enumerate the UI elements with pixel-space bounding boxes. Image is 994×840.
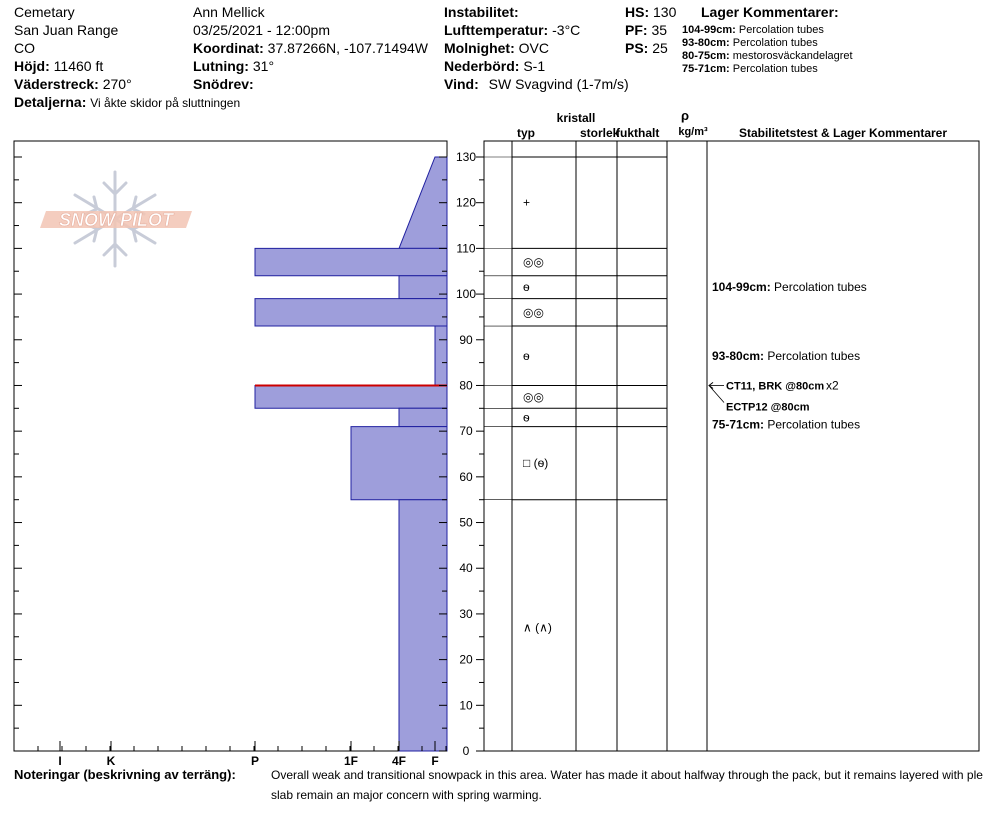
height-label-40: 40: [459, 561, 473, 576]
grain-symbol-5: ѳ: [523, 348, 530, 363]
stability-comment-text: Percolation tubes: [774, 280, 867, 295]
grain-symbol-6: ◎◎: [523, 389, 544, 404]
height-axis-labels: [456, 150, 476, 758]
stability-comment-text: Percolation tubes: [767, 348, 861, 363]
hardness-layer-6: [255, 385, 447, 408]
stability-comment-2: [712, 349, 860, 363]
elevation-value: 11460 ft: [53, 58, 104, 74]
size-header: storlek: [580, 126, 620, 140]
hardness-axis: [14, 741, 446, 768]
air-temperature-value: -3°C: [552, 22, 581, 38]
layer-comment-2-range: 93-80cm:: [682, 37, 730, 49]
height-label-30: 30: [459, 606, 473, 621]
grain-symbol-1: +: [523, 195, 531, 210]
stability-comment-range: 75-71cm:: [712, 417, 768, 432]
coordinates-value: 37.87266N, -107.71494W: [267, 40, 428, 56]
grain-symbol-9: ∧ (∧): [523, 620, 552, 635]
density-frame: [667, 141, 707, 751]
stability-test-pointer-2: [709, 385, 724, 402]
ski-penetration-value: 25: [652, 40, 668, 56]
snowpilot-logo: [40, 210, 192, 230]
hardness-layer-9: [399, 500, 447, 751]
hardness-layer-4: [255, 299, 447, 326]
height-label-60: 60: [459, 469, 473, 484]
type-header: typ: [517, 126, 535, 140]
height-label-10: 10: [459, 698, 473, 713]
height-label-110: 110: [456, 241, 476, 256]
height-label-80: 80: [459, 378, 473, 393]
slope-label: Lutning:: [193, 58, 249, 74]
stability-comment-range: 93-80cm:: [712, 348, 768, 363]
moisture-header: fukthalt: [616, 126, 660, 140]
height-label-70: 70: [459, 424, 473, 439]
stability-header: Stabilitetstest & Lager Kommentarer: [738, 126, 948, 140]
stability-comment-3: [712, 417, 860, 431]
grain-symbol-8: □ (ѳ): [523, 456, 549, 471]
sky-cover-label: Molnighet:: [444, 40, 515, 56]
layer-comment-2-text: Percolation tubes: [732, 37, 818, 49]
hardness-layer-7: [399, 408, 447, 426]
height-label-50: 50: [459, 515, 473, 530]
hardness-layer-5: [435, 326, 447, 385]
sky-cover-value: OVC: [518, 40, 549, 56]
aspect-label: Väderstreck:: [14, 76, 99, 92]
snow-height-value: 130: [653, 4, 677, 20]
ski-penetration-label: PS:: [625, 40, 649, 56]
stability-test-1: CT11, BRK @80cm: [726, 380, 825, 393]
foot-penetration-label: PF:: [625, 22, 648, 38]
instability-label: Instabilitet:: [444, 4, 519, 20]
layer-comment-1-range: 104-99cm:: [682, 24, 736, 36]
layer-comment-1-text: Percolation tubes: [738, 24, 824, 36]
stability-comment-1: [712, 280, 867, 294]
hardness-label-1F: 1F: [343, 754, 359, 768]
height-label-20: 20: [459, 652, 473, 667]
layer-comment-3-range: 80-75cm:: [682, 50, 730, 62]
layer-comment-4-range: 75-71cm:: [682, 63, 730, 75]
height-label-100: 100: [455, 287, 477, 302]
location-name: Cemetary: [14, 4, 75, 20]
hardness-label-I: I: [58, 754, 62, 768]
grain-symbol-2: ◎◎: [523, 255, 544, 270]
hardness-layer-2: [255, 248, 447, 275]
elevation-label: Höjd:: [14, 58, 50, 74]
stability-frame: [707, 141, 979, 751]
height-label-90: 90: [459, 332, 473, 347]
stability-comment-range: 104-99cm:: [712, 280, 775, 295]
hardness-label-4F: 4F: [391, 754, 407, 768]
grain-symbols: [523, 196, 552, 635]
hardness-label-K: K: [106, 754, 116, 768]
height-label-120: 120: [455, 195, 477, 210]
foot-penetration-value: 35: [651, 22, 668, 38]
layer-comment-4-text: Percolation tubes: [732, 63, 818, 75]
wind-label: Vind:: [444, 76, 479, 92]
hardness-label-P: P: [250, 754, 260, 768]
hardness-layer-3: [399, 276, 447, 299]
grain-symbol-3: ѳ: [523, 280, 530, 295]
stability-test-2: ECTP12 @80cm: [726, 401, 810, 414]
rho-header: ρ: [680, 108, 690, 123]
hardness-profile: [255, 157, 447, 751]
coordinates-label: Koordinat:: [193, 40, 264, 56]
observation-datetime: 03/25/2021 - 12:00pm: [193, 22, 330, 38]
height-label-0: 0: [462, 744, 470, 758]
layer-comment-3-text: mestorosväckandelagret: [732, 50, 853, 62]
stability-comment-text: Percolation tubes: [767, 417, 861, 432]
notes-line-2: slab remain an major concern with spring warming.: [271, 788, 542, 802]
aspect-value: 270°: [102, 76, 132, 92]
wind-value: SW Svagvind (1-7m/s): [488, 76, 629, 92]
hardness-label-F: F: [431, 754, 439, 768]
details-label: Detaljerna:: [14, 94, 87, 110]
precipitation-value: S-1: [523, 58, 546, 74]
air-temperature-label: Lufttemperatur:: [444, 22, 549, 38]
grain-symbol-4: ◎◎: [523, 305, 544, 320]
crystal-header: kristall: [556, 111, 596, 125]
logo-text: SNOW PILOT: [59, 210, 173, 230]
details-value: Vi åkte skidor på sluttningen: [90, 96, 241, 110]
range-name: San Juan Range: [14, 22, 119, 38]
slope-value: 31°: [252, 58, 275, 74]
state-name: CO: [14, 40, 35, 56]
layer-comments-title: Lager Kommentarer:: [701, 4, 839, 20]
grain-symbol-7: ѳ: [523, 410, 530, 425]
notes-label: Noteringar (beskrivning av terräng):: [14, 767, 236, 782]
precipitation-label: Nederbörd:: [444, 58, 520, 74]
hardness-layer-8: [351, 427, 447, 500]
stability-test-multiplier-1: x2: [826, 378, 839, 393]
drift-label: Snödrev:: [193, 76, 254, 92]
density-unit-header: kg/m³: [678, 126, 708, 138]
stability-tests: [709, 378, 839, 413]
observer-name: Ann Mellick: [193, 4, 265, 20]
height-label-130: 130: [455, 150, 477, 164]
notes-line-1: Overall weak and transitional snowpack in this area. Water has made it about halfway through the pack, but it remains layered with ple: [271, 768, 983, 782]
snow-height-label: HS:: [625, 4, 650, 20]
